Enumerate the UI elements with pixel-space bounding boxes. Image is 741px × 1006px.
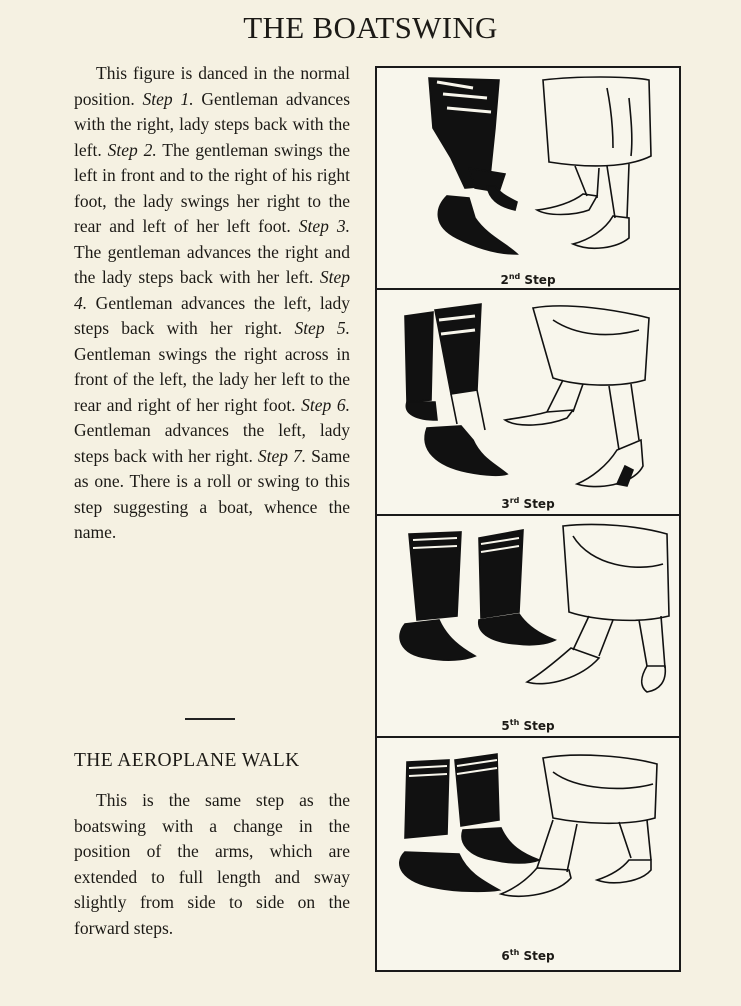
feet-illustration [377, 738, 679, 970]
feet-illustration [377, 290, 679, 516]
feet-illustration [377, 516, 679, 738]
paragraph-text: Gentleman swings the right across in front of the left, the lady her left to the rear and right of her right foot. [74, 343, 350, 415]
page-title: THE BOATSWING [243, 10, 498, 45]
paragraph-text: The gentleman swings the left in front and to the right of his right foot, the lady swings her right to the rear and left of her left foot. [74, 139, 350, 236]
step-reference: Step 1. [142, 88, 194, 109]
step-reference: Step 7. [257, 445, 307, 466]
step-reference: Step 4. [74, 267, 350, 313]
step-reference: Step 2. [107, 139, 157, 160]
aeroplane-description [74, 788, 350, 941]
step-panel-5 [377, 516, 679, 738]
step-panel-6 [377, 738, 679, 970]
boatswing-description [74, 61, 350, 546]
paragraph-text: Gentleman advances with the right, lady steps back with the left. [74, 88, 351, 160]
step-label: 6th Step [501, 948, 555, 963]
step-reference: Step 5. [294, 318, 350, 338]
paragraph-text: Same as one. There is a roll or swing to this step suggesting a boat, whence the name. [74, 445, 350, 542]
step-panel-2 [377, 68, 679, 290]
step-reference: Step 6. [301, 394, 350, 415]
boatswing-paragraph [74, 61, 350, 546]
step-panel-3 [377, 290, 679, 516]
step-label: 2nd Step [500, 272, 556, 287]
aeroplane-paragraph: This is the same step as the boatswing with a change in the position of the arms, which are extended to full length and sway slightly from side to side on the forward steps. [74, 790, 350, 938]
step-label: 3rd Step [501, 496, 555, 511]
step-label: 5th Step [501, 718, 555, 733]
step-illustration-figure [375, 66, 681, 972]
paragraph-text: Gentleman advances the left, lady steps back with her right. [74, 420, 350, 466]
feet-illustration [377, 68, 679, 290]
paragraph-text: Gentleman advances the left, lady steps back with her right. [74, 292, 350, 338]
paragraph-text: This figure is danced in the normal position. [74, 63, 350, 109]
section-divider [185, 718, 235, 720]
paragraph-text: The gentleman advances the right and the lady steps back with her left. [74, 241, 350, 287]
section-title: THE AEROPLANE WALK [74, 750, 300, 771]
step-reference: Step 3. [298, 216, 350, 236]
